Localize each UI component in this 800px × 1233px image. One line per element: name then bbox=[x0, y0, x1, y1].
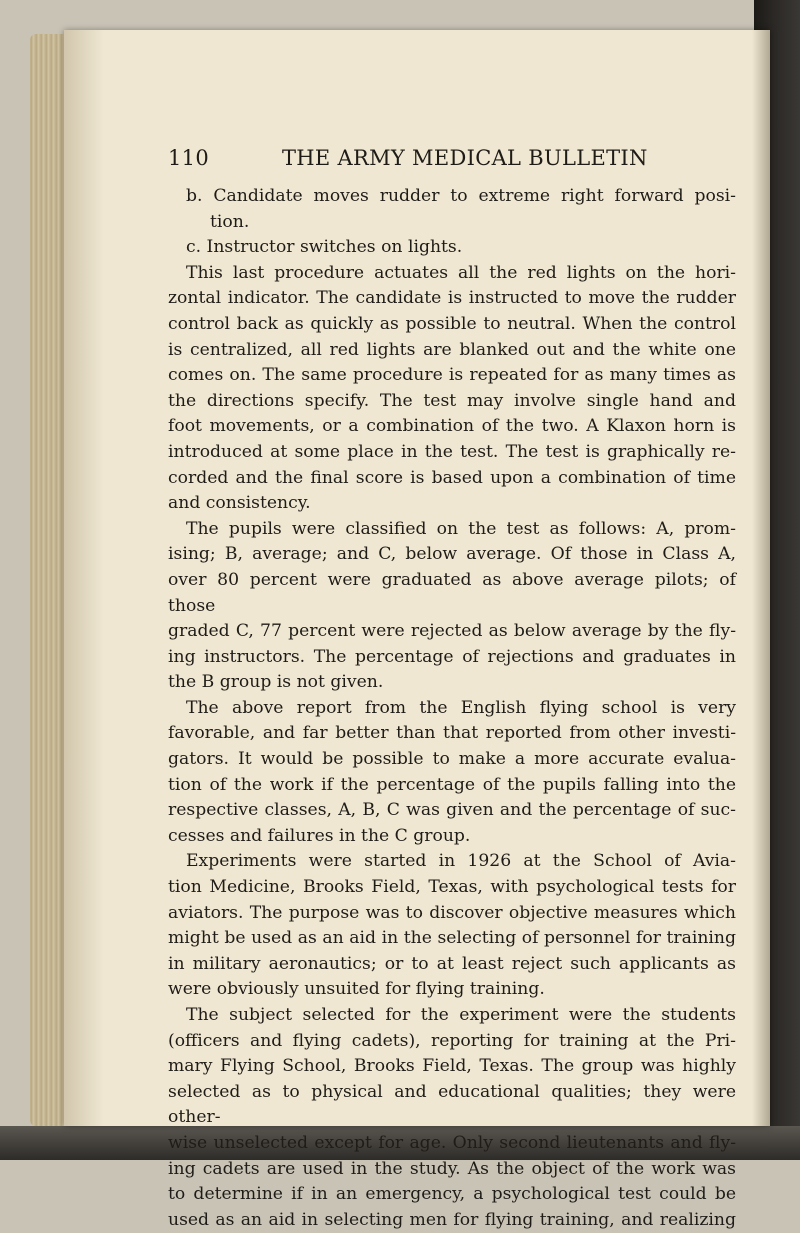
text-line: ing cadets are used in the study. As the object of the work was bbox=[168, 1158, 736, 1179]
text-line: (officers and flying cadets), reporting for training at the Pri- bbox=[168, 1030, 736, 1051]
text-line: zontal indicator. The candidate is instructed to move the rudder bbox=[168, 288, 736, 309]
text-line: gators. It would be possible to make a more accurate evalua- bbox=[168, 749, 736, 770]
text-line: Experiments were started in 1926 at the School of Avia- bbox=[186, 851, 736, 872]
text-line: in military aeronautics; or to at least reject such applicants as bbox=[168, 953, 736, 974]
text-line: favorable, and far better than that reported from other investi- bbox=[168, 723, 736, 744]
text-line: comes on. The same procedure is repeated for as many times as bbox=[168, 365, 736, 386]
text-line: the B group is not given. bbox=[168, 672, 384, 693]
text-line: tion Medicine, Brooks Field, Texas, with psychological tests for bbox=[168, 877, 736, 898]
text-line: mary Flying School, Brooks Field, Texas. The group was highly bbox=[168, 1056, 736, 1077]
text-line: is centralized, all red lights are blanked out and the white one bbox=[168, 339, 736, 360]
text-line: foot movements, or a combination of the two. A Klaxon horn is bbox=[168, 416, 736, 437]
running-title: THE ARMY MEDICAL BULLETIN bbox=[282, 146, 648, 170]
spine-shadow bbox=[752, 30, 770, 1126]
text-line: The pupils were classified on the test as follows: A, prom- bbox=[186, 518, 736, 539]
text-line: cesses and failures in the C group. bbox=[168, 825, 471, 846]
text-line: used as an aid in selecting men for flying training, and realizing bbox=[168, 1209, 736, 1230]
text-line: graded C, 77 percent were rejected as below average by the fly- bbox=[168, 621, 736, 642]
text-line: selected as to physical and educational qualities; they were other- bbox=[168, 1081, 736, 1128]
text-line: control back as quickly as possible to neutral. When the control bbox=[168, 313, 736, 334]
text-line: The above report from the English flying school is very bbox=[186, 697, 736, 718]
text-line: the directions specify. The test may involve single hand and bbox=[168, 390, 736, 411]
text-line: respective classes, A, B, C was given and the percentage of suc- bbox=[168, 800, 736, 821]
text-line: b. Candidate moves rudder to extreme right forward posi- bbox=[186, 186, 736, 206]
text-line: wise unselected except for age. Only second lieutenants and fly- bbox=[168, 1132, 736, 1153]
text-line: tion. bbox=[210, 211, 250, 232]
text-line: over 80 percent were graduated as above average pilots; of those bbox=[168, 569, 736, 616]
page-number: 110 bbox=[168, 146, 209, 170]
body-text bbox=[168, 184, 736, 1233]
text-line: ising; B, average; and C, below average. Of those in Class A, bbox=[168, 544, 736, 565]
text-line: aviators. The purpose was to discover objective measures which bbox=[168, 902, 736, 923]
text-line: introduced at some place in the test. The test is graphically re- bbox=[168, 441, 736, 462]
text-line: The subject selected for the experiment were the students bbox=[186, 1005, 736, 1025]
text-line: and consistency. bbox=[168, 493, 311, 514]
page-shade bbox=[64, 30, 104, 1126]
text-line: tion of the work if the percentage of the pupils falling into the bbox=[168, 774, 736, 795]
text-line: ing instructors. The percentage of rejections and graduates in bbox=[168, 646, 736, 667]
text-line: were obviously unsuited for flying training. bbox=[168, 979, 545, 1000]
text-line: This last procedure actuates all the red lights on the hori- bbox=[186, 262, 736, 283]
text-line: to determine if in an emergency, a psychological test could be bbox=[168, 1184, 736, 1205]
text-line: corded and the final score is based upon a combination of time bbox=[168, 467, 736, 488]
text-line: might be used as an aid in the selecting of personnel for training bbox=[168, 928, 736, 949]
text-line: c. Instructor switches on lights. bbox=[186, 237, 463, 258]
